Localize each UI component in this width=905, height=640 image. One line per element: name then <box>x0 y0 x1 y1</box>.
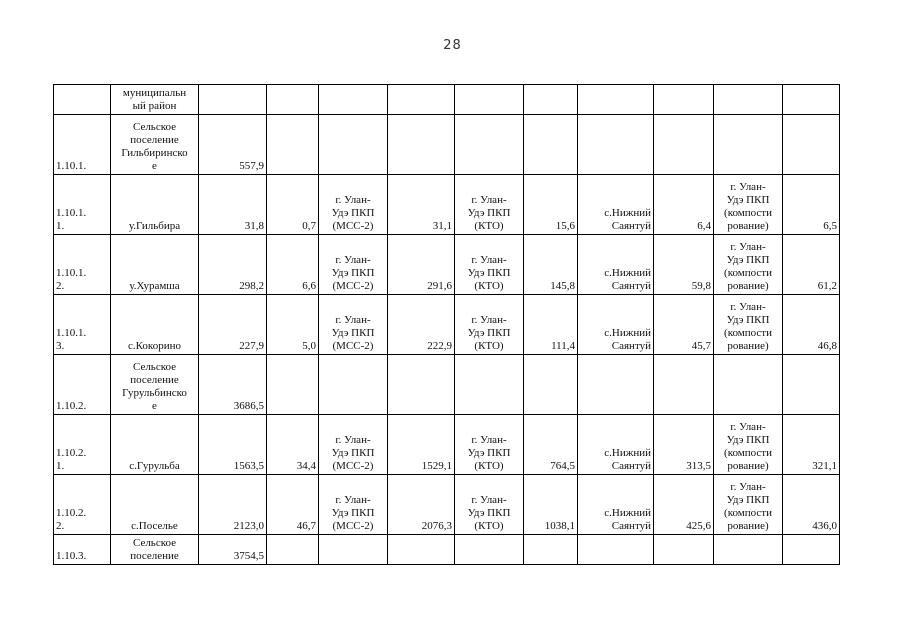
cell-line: г. Улан- <box>471 254 507 266</box>
cell-value: 0,7 <box>302 220 316 232</box>
total-value-cell <box>199 175 267 235</box>
cell-line: поселение <box>130 134 179 146</box>
settlement-name-cell <box>111 415 199 475</box>
cell-value: 764,5 <box>550 460 575 472</box>
cell-line: г. Улан- <box>730 181 766 193</box>
cell-line: (КТО) <box>474 280 504 292</box>
cell-line: (МСС-2) <box>332 460 374 472</box>
cell-line: (компости <box>724 327 772 339</box>
destination-4-cell <box>714 295 783 355</box>
cell-line: (МСС-2) <box>332 340 374 352</box>
page-number: 28 <box>443 38 462 53</box>
value-2-cell <box>524 475 578 535</box>
value-2-cell <box>524 85 578 115</box>
value-3-cell <box>654 115 714 175</box>
cell-line: е <box>152 160 157 172</box>
cell-line: поселение <box>130 550 179 562</box>
cell-line: с.Нижний <box>604 267 651 279</box>
table-row <box>54 475 840 535</box>
cell-line: Удэ ПКП <box>726 314 770 326</box>
cell-line: г. Улан- <box>335 314 371 326</box>
cell-value: 3754,5 <box>233 550 264 562</box>
destination-4-cell <box>714 175 783 235</box>
table-row <box>54 535 840 565</box>
cell-line: муниципальн <box>122 87 187 99</box>
value-4-cell <box>783 85 840 115</box>
cell-line: (МСС-2) <box>332 220 374 232</box>
cell-value: 31,1 <box>432 220 452 232</box>
cell-line: рование) <box>727 280 769 292</box>
value-1-cell <box>388 115 455 175</box>
cell-value: 111,4 <box>551 340 575 352</box>
share-value-cell <box>267 85 319 115</box>
share-value-cell <box>267 295 319 355</box>
cell-value: 45,7 <box>691 340 711 352</box>
cell-line: с.Нижний <box>604 327 651 339</box>
cell-line: Удэ ПКП <box>467 327 511 339</box>
destination-4-cell <box>714 85 783 115</box>
value-1-cell <box>388 85 455 115</box>
total-value-cell <box>199 85 267 115</box>
row-number-cell <box>54 115 111 175</box>
table-row <box>54 415 840 475</box>
destination-2-cell <box>455 115 524 175</box>
cell-line: Удэ ПКП <box>331 267 375 279</box>
row-number-cell <box>54 235 111 295</box>
cell-line: 1. <box>56 220 65 232</box>
table-row <box>54 175 840 235</box>
destination-3-cell <box>578 85 654 115</box>
cell-line: (компости <box>724 267 772 279</box>
table-row <box>54 115 840 175</box>
cell-line: Удэ ПКП <box>726 194 770 206</box>
total-value-cell <box>199 415 267 475</box>
row-number-cell <box>54 415 111 475</box>
total-value-cell <box>199 355 267 415</box>
value-4-cell <box>783 535 840 565</box>
settlement-name-cell <box>111 235 199 295</box>
cell-line: 1.10.1. <box>56 160 87 172</box>
cell-line: Удэ ПКП <box>467 207 511 219</box>
cell-line: г. Улан- <box>471 314 507 326</box>
cell-value: 31,8 <box>244 220 264 232</box>
total-value-cell <box>199 535 267 565</box>
settlement-name-cell <box>111 85 199 115</box>
destination-3-cell <box>578 475 654 535</box>
cell-line: г. Улан- <box>730 241 766 253</box>
cell-value: 436,0 <box>812 520 837 532</box>
destination-2-cell <box>455 175 524 235</box>
row-number-cell <box>54 85 111 115</box>
total-value-cell <box>199 295 267 355</box>
destination-3-cell <box>578 535 654 565</box>
cell-line: (КТО) <box>474 340 504 352</box>
settlement-name-cell <box>111 175 199 235</box>
cell-line: Удэ ПКП <box>467 267 511 279</box>
cell-line: (компости <box>724 207 772 219</box>
value-1-cell <box>388 535 455 565</box>
cell-line: у.Хурамша <box>129 280 180 292</box>
cell-line: 1.10.3. <box>56 550 87 562</box>
table-row <box>54 355 840 415</box>
cell-line: (компости <box>724 507 772 519</box>
cell-value: 15,6 <box>555 220 575 232</box>
value-2-cell <box>524 175 578 235</box>
value-4-cell <box>783 175 840 235</box>
value-3-cell <box>654 235 714 295</box>
cell-line: рование) <box>727 340 769 352</box>
destination-1-cell <box>319 415 388 475</box>
value-4-cell <box>783 115 840 175</box>
cell-line: у.Гильбира <box>128 220 181 232</box>
cell-line: г. Улан- <box>335 194 371 206</box>
value-1-cell <box>388 295 455 355</box>
value-2-cell <box>524 415 578 475</box>
value-3-cell <box>654 175 714 235</box>
cell-value: 61,2 <box>817 280 837 292</box>
destination-4-cell <box>714 535 783 565</box>
cell-line: г. Улан- <box>730 301 766 313</box>
cell-line: г. Улан- <box>335 494 371 506</box>
value-4-cell <box>783 295 840 355</box>
value-1-cell <box>388 475 455 535</box>
destination-2-cell <box>455 355 524 415</box>
cell-line: (МСС-2) <box>332 280 374 292</box>
total-value-cell <box>199 235 267 295</box>
cell-line: с.Гурульба <box>129 460 180 472</box>
cell-line: г. Улан- <box>335 434 371 446</box>
cell-line: с.Нижний <box>604 447 651 459</box>
destination-2-cell <box>455 295 524 355</box>
cell-line: (МСС-2) <box>332 520 374 532</box>
cell-line: с.Нижний <box>604 207 651 219</box>
table-row <box>54 295 840 355</box>
cell-line: Сельское <box>132 361 177 373</box>
cell-line: с.Кокорино <box>128 340 181 352</box>
settlement-name-cell <box>111 355 199 415</box>
cell-line: 1. <box>56 460 65 472</box>
cell-value: 291,6 <box>427 280 452 292</box>
destination-1-cell <box>319 535 388 565</box>
value-2-cell <box>524 115 578 175</box>
cell-line: поселение <box>130 374 179 386</box>
cell-value: 1529,1 <box>421 460 452 472</box>
value-4-cell <box>783 235 840 295</box>
cell-value: 313,5 <box>686 460 711 472</box>
value-3-cell <box>654 535 714 565</box>
share-value-cell <box>267 175 319 235</box>
row-number-cell <box>54 175 111 235</box>
value-1-cell <box>388 415 455 475</box>
cell-value: 145,8 <box>550 280 575 292</box>
destination-2-cell <box>455 475 524 535</box>
cell-value: 2076,3 <box>421 520 452 532</box>
destination-3-cell <box>578 295 654 355</box>
cell-line: ый район <box>132 100 177 112</box>
cell-line: Сельское <box>132 537 177 549</box>
cell-line: Саянтуй <box>611 220 651 232</box>
row-number-cell <box>54 295 111 355</box>
cell-value: 321,1 <box>812 460 837 472</box>
cell-line: (КТО) <box>474 220 504 232</box>
cell-line: 1.10.2. <box>56 400 87 412</box>
value-3-cell <box>654 475 714 535</box>
cell-line: рование) <box>727 460 769 472</box>
settlement-name-cell <box>111 475 199 535</box>
cell-line: 2. <box>56 520 65 532</box>
cell-line: 3. <box>56 340 65 352</box>
settlement-name-cell <box>111 115 199 175</box>
destination-1-cell <box>319 355 388 415</box>
cell-line: г. Улан- <box>335 254 371 266</box>
destination-3-cell <box>578 235 654 295</box>
value-3-cell <box>654 355 714 415</box>
cell-line: Удэ ПКП <box>331 207 375 219</box>
cell-line: 1.10.1. <box>56 327 87 339</box>
destination-2-cell <box>455 85 524 115</box>
cell-line: рование) <box>727 520 769 532</box>
cell-line: г. Улан- <box>471 194 507 206</box>
cell-line: с.Поселье <box>131 520 178 532</box>
cell-value: 1563,5 <box>233 460 264 472</box>
destination-4-cell <box>714 415 783 475</box>
cell-line: 1.10.2. <box>56 447 87 459</box>
destination-1-cell <box>319 475 388 535</box>
destination-1-cell <box>319 85 388 115</box>
cell-line: 1.10.1. <box>56 207 87 219</box>
cell-line: Саянтуй <box>611 280 651 292</box>
destination-2-cell <box>455 415 524 475</box>
cell-value: 2123,0 <box>233 520 264 532</box>
cell-line: (КТО) <box>474 460 504 472</box>
cell-line: Гильбиринско <box>121 147 188 159</box>
destination-4-cell <box>714 235 783 295</box>
value-2-cell <box>524 235 578 295</box>
value-1-cell <box>388 235 455 295</box>
cell-value: 1038,1 <box>544 520 575 532</box>
cell-line: г. Улан- <box>471 434 507 446</box>
cell-line: Саянтуй <box>611 460 651 472</box>
cell-line: Удэ ПКП <box>467 447 511 459</box>
cell-value: 222,9 <box>427 340 452 352</box>
settlement-name-cell <box>111 295 199 355</box>
cell-value: 6,4 <box>697 220 711 232</box>
data-table <box>53 84 840 565</box>
row-number-cell <box>54 535 111 565</box>
destination-3-cell <box>578 175 654 235</box>
cell-value: 34,4 <box>296 460 316 472</box>
destination-3-cell <box>578 415 654 475</box>
destination-4-cell <box>714 115 783 175</box>
destination-2-cell <box>455 535 524 565</box>
settlement-name-cell <box>111 535 199 565</box>
total-value-cell <box>199 475 267 535</box>
table-body <box>54 85 840 565</box>
destination-1-cell <box>319 235 388 295</box>
share-value-cell <box>267 235 319 295</box>
value-1-cell <box>388 175 455 235</box>
value-4-cell <box>783 415 840 475</box>
cell-line: е <box>152 400 157 412</box>
cell-line: Удэ ПКП <box>467 507 511 519</box>
value-4-cell <box>783 355 840 415</box>
cell-line: Саянтуй <box>611 520 651 532</box>
value-3-cell <box>654 85 714 115</box>
cell-value: 3686,5 <box>233 400 264 412</box>
cell-value: 59,8 <box>691 280 711 292</box>
value-3-cell <box>654 415 714 475</box>
cell-value: 425,6 <box>686 520 711 532</box>
destination-4-cell <box>714 475 783 535</box>
destination-1-cell <box>319 295 388 355</box>
value-2-cell <box>524 295 578 355</box>
cell-line: рование) <box>727 220 769 232</box>
cell-line: 1.10.1. <box>56 267 87 279</box>
share-value-cell <box>267 355 319 415</box>
cell-line: г. Улан- <box>730 421 766 433</box>
cell-value: 227,9 <box>239 340 264 352</box>
value-3-cell <box>654 295 714 355</box>
cell-line: Саянтуй <box>611 340 651 352</box>
cell-line: Удэ ПКП <box>726 494 770 506</box>
share-value-cell <box>267 115 319 175</box>
cell-line: Гурульбинско <box>122 387 187 399</box>
share-value-cell <box>267 475 319 535</box>
cell-line: Удэ ПКП <box>726 254 770 266</box>
cell-value: 557,9 <box>239 160 264 172</box>
value-4-cell <box>783 475 840 535</box>
cell-value: 5,0 <box>302 340 316 352</box>
cell-line: г. Улан- <box>471 494 507 506</box>
row-number-cell <box>54 475 111 535</box>
cell-line: 1.10.2. <box>56 507 87 519</box>
cell-line: Удэ ПКП <box>331 447 375 459</box>
table-row <box>54 235 840 295</box>
destination-3-cell <box>578 115 654 175</box>
cell-value: 46,8 <box>817 340 837 352</box>
cell-line: (КТО) <box>474 520 504 532</box>
destination-4-cell <box>714 355 783 415</box>
table-row <box>54 85 840 115</box>
cell-line: 2. <box>56 280 65 292</box>
row-number-cell <box>54 355 111 415</box>
cell-line: Удэ ПКП <box>331 327 375 339</box>
cell-line: с.Нижний <box>604 507 651 519</box>
value-1-cell <box>388 355 455 415</box>
cell-line: г. Улан- <box>730 481 766 493</box>
destination-2-cell <box>455 235 524 295</box>
cell-value: 6,5 <box>823 220 837 232</box>
cell-line: (компости <box>724 447 772 459</box>
total-value-cell <box>199 115 267 175</box>
cell-value: 298,2 <box>239 280 264 292</box>
value-2-cell <box>524 535 578 565</box>
cell-line: Сельское <box>132 121 177 133</box>
destination-1-cell <box>319 115 388 175</box>
destination-3-cell <box>578 355 654 415</box>
cell-line: Удэ ПКП <box>331 507 375 519</box>
share-value-cell <box>267 535 319 565</box>
value-2-cell <box>524 355 578 415</box>
destination-1-cell <box>319 175 388 235</box>
cell-value: 46,7 <box>296 520 316 532</box>
cell-line: Удэ ПКП <box>726 434 770 446</box>
cell-value: 6,6 <box>302 280 316 292</box>
share-value-cell <box>267 415 319 475</box>
